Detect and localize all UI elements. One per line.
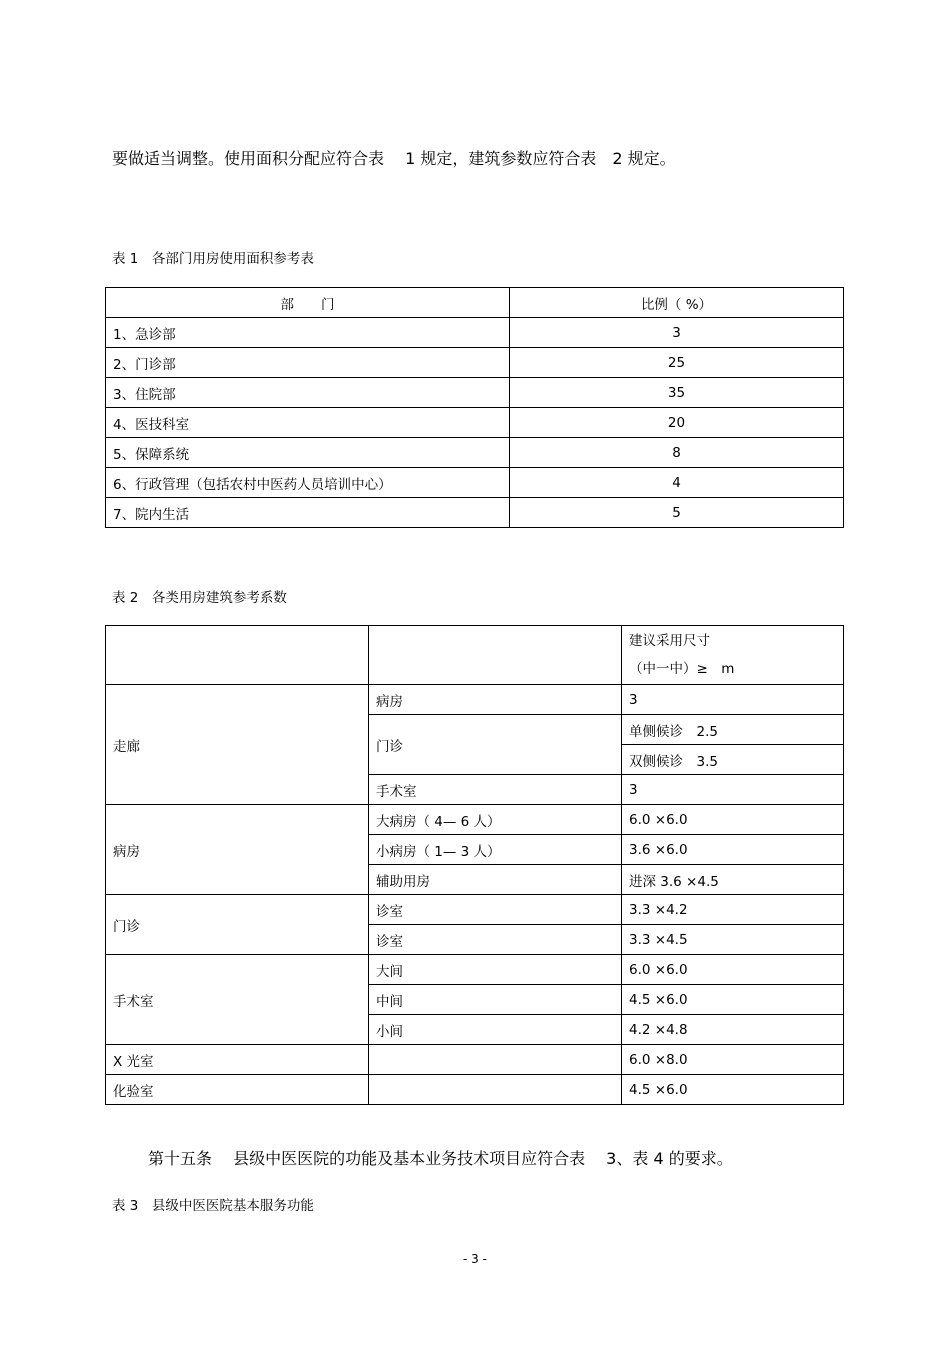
size-value: 6.0 ×8.0 <box>622 1045 844 1075</box>
table-header-row <box>106 626 844 685</box>
size-value: 4.2 ×4.8 <box>622 1015 844 1045</box>
sub-label: 手术室 <box>369 775 622 805</box>
article-15-paragraph: 第十五条 县级中医医院的功能及基本业务技术项目应符合表 3、表 4 的要求。 <box>148 1149 733 1168</box>
table-row <box>106 498 844 528</box>
table-row <box>106 685 844 715</box>
table-row <box>106 1075 844 1105</box>
group-clinic: 门诊 <box>106 895 369 955</box>
dept-cell: 2、门诊部 <box>106 348 510 378</box>
table-header-row <box>106 288 844 318</box>
dept-cell: 4、医技科室 <box>106 408 510 438</box>
group-corridor: 走廊 <box>106 685 369 805</box>
table2 <box>105 625 844 1105</box>
table1-caption: 表 1 各部门用房使用面积参考表 <box>112 251 314 267</box>
dept-cell: 7、院内生活 <box>106 498 510 528</box>
group-ward: 病房 <box>106 805 369 895</box>
sub-label: 诊室 <box>369 895 622 925</box>
size-value: 3.6 ×6.0 <box>622 835 844 865</box>
table-row <box>106 318 844 348</box>
table-row <box>106 348 844 378</box>
sub-label: 门诊 <box>369 715 622 775</box>
header-ratio: 比例（ %） <box>510 288 844 318</box>
size-value: 3 <box>622 685 844 715</box>
dept-cell: 5、保障系统 <box>106 438 510 468</box>
group-xray: X 光室 <box>106 1045 369 1075</box>
dept-cell: 3、住院部 <box>106 378 510 408</box>
sub-label: 大病房（ 4— 6 人） <box>369 805 622 835</box>
sub-label-empty <box>369 1075 622 1105</box>
sub-label-empty <box>369 1045 622 1075</box>
ratio-cell: 35 <box>510 378 844 408</box>
table-row <box>106 805 844 835</box>
table-row <box>106 955 844 985</box>
header-size-line2: （中一中）≥ m <box>629 661 735 677</box>
sub-label: 小间 <box>369 1015 622 1045</box>
intro-text: 要做适当调整。使用面积分配应符合表 1 规定，建筑参数应符合表 2 规定。 <box>112 149 676 168</box>
sub-label: 诊室 <box>369 925 622 955</box>
table-row <box>106 468 844 498</box>
sub-label: 病房 <box>369 685 622 715</box>
header-department: 部 门 <box>106 288 510 318</box>
sub-label: 中间 <box>369 985 622 1015</box>
sub-label: 小病房（ 1— 3 人） <box>369 835 622 865</box>
size-value: 6.0 ×6.0 <box>622 955 844 985</box>
table1 <box>105 287 844 528</box>
ratio-cell: 5 <box>510 498 844 528</box>
table2-caption: 表 2 各类用房建筑参考系数 <box>112 590 287 606</box>
header-size <box>622 626 844 685</box>
dept-cell: 1、急诊部 <box>106 318 510 348</box>
sub-label: 大间 <box>369 955 622 985</box>
table-row <box>106 1045 844 1075</box>
header-empty-1 <box>106 626 369 685</box>
size-value: 双侧候诊 3.5 <box>622 745 844 775</box>
size-value: 3.3 ×4.5 <box>622 925 844 955</box>
group-surgery: 手术室 <box>106 955 369 1045</box>
group-lab: 化验室 <box>106 1075 369 1105</box>
page-number: - 3 - <box>463 1252 487 1266</box>
table-row <box>106 378 844 408</box>
ratio-cell: 4 <box>510 468 844 498</box>
ratio-cell: 3 <box>510 318 844 348</box>
size-value: 进深 3.6 ×4.5 <box>622 865 844 895</box>
dept-cell: 6、行政管理（包括农村中医药人员培训中心） <box>106 468 510 498</box>
table-row <box>106 895 844 925</box>
size-value: 4.5 ×6.0 <box>622 985 844 1015</box>
size-value: 3 <box>622 775 844 805</box>
header-empty-2 <box>369 626 622 685</box>
size-value: 6.0 ×6.0 <box>622 805 844 835</box>
ratio-cell: 25 <box>510 348 844 378</box>
header-size-line1: 建议采用尺寸 <box>629 633 710 649</box>
size-value: 4.5 ×6.0 <box>622 1075 844 1105</box>
table-row <box>106 438 844 468</box>
size-value: 3.3 ×4.2 <box>622 895 844 925</box>
ratio-cell: 20 <box>510 408 844 438</box>
table3-caption: 表 3 县级中医医院基本服务功能 <box>112 1198 314 1214</box>
table-row <box>106 408 844 438</box>
sub-label: 辅助用房 <box>369 865 622 895</box>
ratio-cell: 8 <box>510 438 844 468</box>
size-value: 单侧候诊 2.5 <box>622 715 844 745</box>
